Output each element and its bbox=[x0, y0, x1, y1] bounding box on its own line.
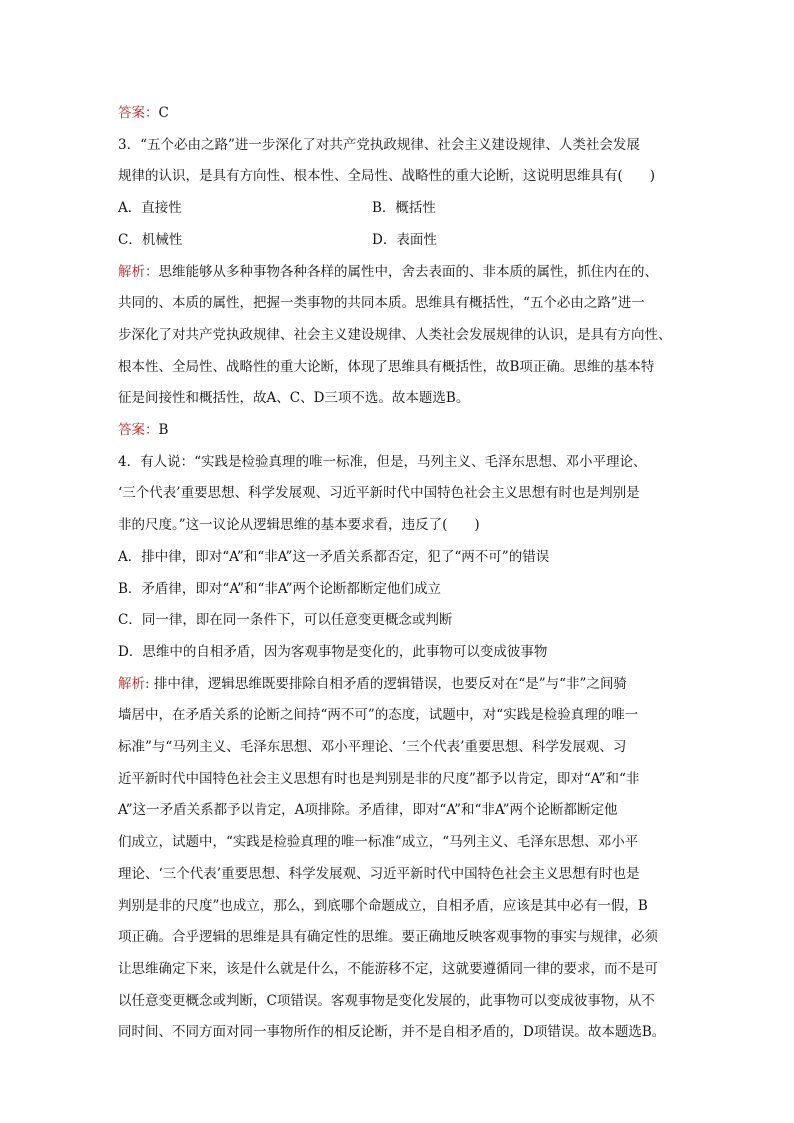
q3-option-d: D．表面性 bbox=[372, 231, 437, 248]
q3-options-row bbox=[118, 193, 684, 225]
q4-option-c: C．同一律，即在同一条件下，可以任意变更概念或判断 bbox=[118, 612, 453, 629]
q4-stem-line: 非的尺度。”这一议论从逻辑思维的基本要求看，违反了( ) bbox=[118, 517, 480, 534]
q4-analysis-line: 让思维确定下来，该是什么就是什么，不能游移不定，这就要遵循同一律的要求，而不是可 bbox=[118, 960, 658, 977]
q3-option-b: B．概括性 bbox=[372, 200, 436, 217]
answer-prev bbox=[118, 98, 684, 130]
q4-analysis-line: 们成立，试题中，“实践是检验真理的唯一标准”成立，“马列主义、毛泽东思想、邓小平 bbox=[118, 834, 639, 851]
q4-stem-line: ‘三个代表’重要思想、科学发展观、习近平新时代中国特色社会主义思想有时也是判别是 bbox=[118, 485, 640, 502]
q4-analysis-line: 墙居中，在矛盾关系的论断之间持“两不可”的态度，试题中，对“实践是检验真理的唯一 bbox=[118, 707, 639, 724]
analysis-label: 解析: bbox=[118, 675, 150, 692]
analysis-text: 排中律，逻辑思维既要排除自相矛盾的逻辑错误，也要反对在“是”与“非”之间骑 bbox=[149, 675, 627, 692]
q3-analysis-line: 根本性、全局性、战略性的重大论断，体现了思维具有概括性，故B项正确。思维的基本特 bbox=[118, 358, 655, 375]
q3-stem-line: 3．“五个必由之路”进一步深化了对共产党执政规律、社会主义建设规律、人类社会发展 bbox=[118, 136, 640, 153]
q3-analysis-line: 共同的、本质的属性，把握一类事物的共同本质。思维具有概括性，“五个必由之路”进一 bbox=[118, 295, 645, 312]
q4-option-b: B．矛盾律，即对“A”和“非A”两个论断都断定他们成立 bbox=[118, 580, 442, 597]
q4-analysis-line: A”这一矛盾关系都予以肯定，A项排除。矛盾律，即对“A”和“非A”两个论断都断定他 bbox=[118, 802, 618, 819]
q4-analysis-line: 判别是非的尺度”也成立，那么，到底哪个命题成立，自相矛盾，应该是其中必有一假，B bbox=[118, 897, 648, 914]
q3-answer bbox=[118, 415, 684, 447]
q3-analysis-line: 步深化了对共产党执政规律、社会主义建设规律、人类社会发展规律的认识，是具有方向性、 bbox=[118, 326, 672, 343]
analysis-text: 思维能够从多种事物各种各样的属性中，舍去表面的、非本质的属性，抓住内在的、 bbox=[158, 263, 658, 280]
q4-stem-line: 4．有人说：“实践是检验真理的唯一标准，但是，马列主义、毛泽东思想、邓小平理论、 bbox=[118, 453, 647, 470]
q3-analysis-line bbox=[118, 257, 684, 289]
q4-analysis-line: 同时间、不同方面对同一事物所作的相反论断，并不是自相矛盾的，D项错误。故本题选B。 bbox=[118, 1024, 666, 1041]
q4-option-d: D．思维中的自相矛盾，因为客观事物是变化的，此事物可以变成彼事物 bbox=[118, 643, 548, 660]
q4-analysis-line: 项正确。合乎逻辑的思维是具有确定性的思维。要正确地反映客观事物的事实与规律，必须 bbox=[118, 929, 658, 946]
content bbox=[118, 98, 684, 1049]
answer-label: 答案： bbox=[118, 422, 159, 439]
q3-options-row bbox=[118, 225, 684, 257]
q3-stem-line: 规律的认识，是具有方向性、根本性、全局性、战略性的重大论断，这说明思维具有( ) bbox=[118, 168, 656, 185]
answer-label: 答案： bbox=[118, 105, 159, 121]
q4-option-a: A．排中律，即对“A”和“非A”这一矛盾关系都否定，犯了“两不可”的错误 bbox=[118, 548, 550, 565]
q4-analysis-line: 以任意变更概念或判断，C项错误。客观事物是变化发展的，此事物可以变成彼事物，从不 bbox=[118, 992, 655, 1009]
q3-option-c: C．机械性 bbox=[118, 231, 183, 248]
q4-analysis-line: 标准”与“马列主义、毛泽东思想、邓小平理论、‘三个代表’重要思想、科学发展观、习 bbox=[118, 739, 627, 756]
q3-analysis-line: 征是间接性和概括性，故A、C、D三项不选。故本题选B。 bbox=[118, 390, 470, 407]
q3-option-a: A．直接性 bbox=[118, 200, 182, 217]
q4-analysis-line: 理论、‘三个代表’重要思想、科学发展观、习近平新时代中国特色社会主义思想有时也是 bbox=[118, 865, 640, 882]
q4-analysis-line: 近平新时代中国特色社会主义思想有时也是判别是非的尺度”都予以肯定，即对“A”和“非 bbox=[118, 770, 640, 787]
analysis-label: 解析： bbox=[118, 263, 159, 280]
answer-value: C bbox=[158, 105, 169, 121]
q4-analysis-line bbox=[118, 669, 684, 701]
answer-value: B bbox=[158, 422, 169, 439]
